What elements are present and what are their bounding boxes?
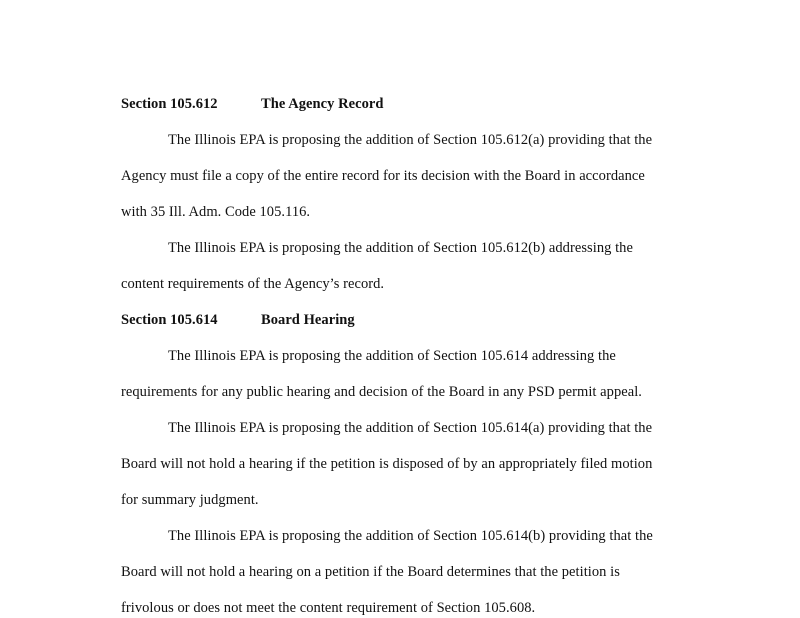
paragraph-line: Agency must file a copy of the entire record for its decision with the Board in accordance <box>121 168 645 184</box>
paragraph-line: frivolous or does not meet the content requirement of Section 105.608. <box>121 600 536 616</box>
paragraph-line: content requirements of the Agency’s record. <box>121 276 385 292</box>
section-title: Board Hearing <box>261 312 355 328</box>
paragraph-line: The Illinois EPA is proposing the addition of Section 105.612(b) addressing the <box>168 240 633 256</box>
paragraph-line: requirements for any public hearing and decision of the Board in any PSD permit appeal. <box>121 384 642 400</box>
paragraph-line: The Illinois EPA is proposing the addition of Section 105.614(a) providing that the <box>168 420 653 436</box>
paragraph-line: The Illinois EPA is proposing the addition of Section 105.614(b) providing that the <box>168 528 653 544</box>
paragraph-line: The Illinois EPA is proposing the addition of Section 105.612(a) providing that the <box>168 132 653 148</box>
paragraph-line: Board will not hold a hearing on a petition if the Board determines that the petition is <box>121 564 620 580</box>
section-heading <box>121 95 383 113</box>
paragraph-line: Board will not hold a hearing if the petition is disposed of by an appropriately filed motion <box>121 456 653 472</box>
section-number: Section 105.614 <box>121 312 218 328</box>
section-heading <box>121 311 355 329</box>
section-number: Section 105.612 <box>121 96 218 112</box>
section-title: The Agency Record <box>261 96 384 112</box>
paragraph-line: The Illinois EPA is proposing the addition of Section 105.614 addressing the <box>168 348 616 364</box>
paragraph-line: for summary judgment. <box>121 492 259 508</box>
paragraph-line: with 35 Ill. Adm. Code 105.116. <box>121 204 311 220</box>
